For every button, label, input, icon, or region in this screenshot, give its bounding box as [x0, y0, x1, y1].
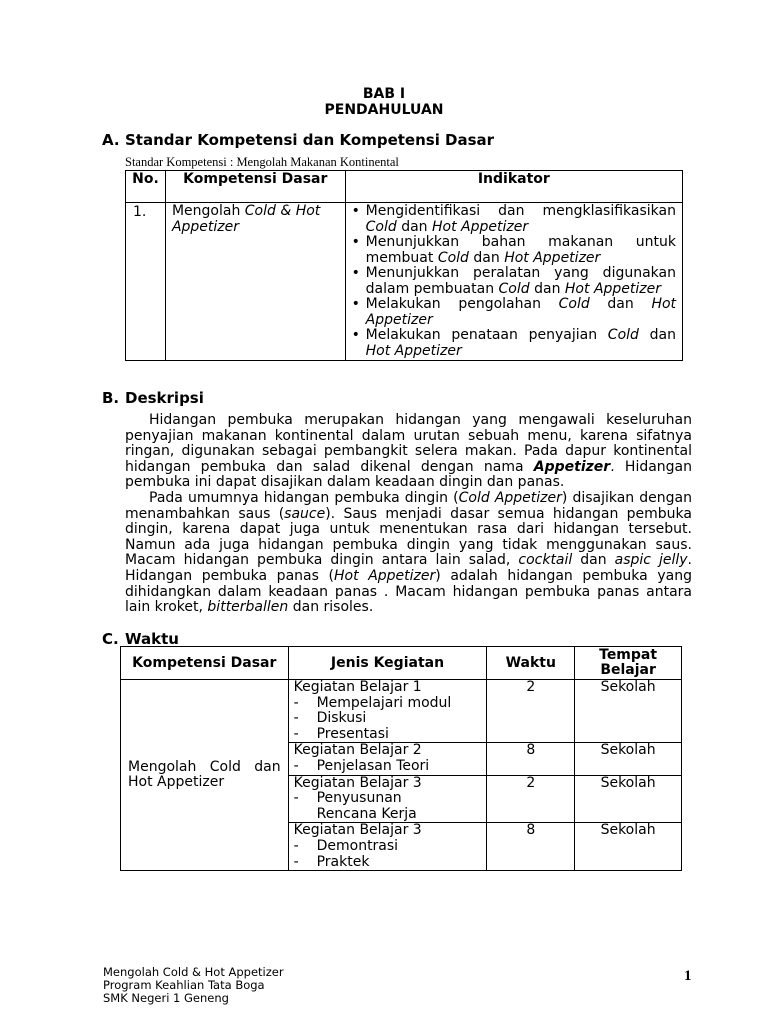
time-table — [120, 646, 682, 871]
paragraph: Hidangan pembuka merupakan hidangan yang mengawali keseluruhan penyajian makanan kontinental dalam urutan sebuah menu, karena sifatnya ringan, digunakan sebagai pembangkit selera makan. Pada dapur kontinental hidangan pembuka dan salad dikenal dengan nama Appetizer. Hidangan pembuka ini dapat disajikan dalam keadaan dingin dan panas. — [125, 412, 693, 491]
footer-line: Program Keahlian Tata Boga — [103, 978, 265, 992]
header-tempat: Tempat Belajar — [575, 647, 682, 680]
bullet-icon: • — [351, 234, 360, 250]
list-item: - Presentasi — [293, 725, 389, 742]
list-item: • Menunjukkan peralatan yang digunakan dalam pembuatan Cold dan Hot Appetizer — [351, 265, 676, 297]
bullet-icon: • — [351, 296, 360, 312]
list-item: - Demontrasi — [293, 837, 399, 854]
indicator-cell — [345, 203, 682, 361]
place-cell: Sekolah — [575, 775, 682, 823]
place-cell: Sekolah — [575, 680, 682, 743]
competency-italic: Cold & Hot Appetizer — [171, 203, 321, 235]
competency-table — [125, 170, 683, 361]
activity-cell: Kegiatan Belajar 1 - Mempelajari modul - Diskusi - Presentasi — [288, 680, 487, 743]
list-item: - Mempelajari modul — [293, 694, 452, 711]
list-item: - Diskusi — [293, 710, 367, 727]
list-item: - Praktek — [293, 853, 370, 870]
header-waktu: Waktu — [487, 647, 575, 680]
header-kompetensi: Kompetensi Dasar — [121, 647, 289, 680]
time-cell: 8 — [487, 743, 575, 775]
chapter-title: PENDAHULUAN — [324, 102, 444, 118]
header-indikator: Indikator — [345, 171, 682, 203]
section-c-letter: C. — [102, 630, 119, 648]
activity-cell: Kegiatan Belajar 3 - Demontrasi - Praktek — [288, 823, 487, 871]
section-b-letter: B. — [102, 389, 120, 407]
place-cell: Sekolah — [575, 823, 682, 871]
indicator-list — [348, 204, 676, 359]
table-header-row — [126, 171, 683, 203]
chapter-number: BAB I — [362, 86, 406, 102]
list-item: • Melakukan pengolahan Cold dan Hot Appetizer — [351, 296, 677, 328]
footer-line: SMK Negeri 1 Geneng — [103, 991, 229, 1005]
table-header-row — [121, 647, 682, 680]
section-a-title: Standar Kompetensi dan Kompetensi Dasar — [125, 131, 495, 149]
list-item: - Penyusunan Rencana Kerja — [293, 790, 417, 822]
activity-cell: Kegiatan Belajar 2 - Penjelasan Teori — [288, 743, 487, 775]
time-cell: 2 — [487, 775, 575, 823]
header-kegiatan: Jenis Kegiatan — [288, 647, 487, 680]
bullet-icon: • — [351, 265, 360, 281]
section-c-title: Waktu — [125, 630, 179, 648]
page-number: 1 — [684, 968, 692, 984]
competency-cell — [165, 203, 345, 361]
footer — [103, 966, 284, 1005]
list-item: • Melakukan penataan penyajian Cold dan Hot Appetizer — [351, 327, 676, 359]
time-cell: 2 — [487, 680, 575, 743]
activity-cell: Kegiatan Belajar 3 - Penyusunan Rencana Kerja — [288, 775, 487, 823]
section-b-title: Deskripsi — [125, 389, 204, 407]
table-row — [126, 203, 683, 361]
bullet-icon: • — [351, 327, 360, 343]
competency-prefix: Mengolah — [171, 203, 245, 219]
list-item: • Menunjukkan bahan makanan untuk membuat Cold dan Hot Appetizer — [351, 234, 676, 266]
footer-line: Mengolah Cold & Hot Appetizer — [103, 965, 284, 979]
section-a-letter: A. — [102, 131, 120, 149]
time-cell: 8 — [487, 823, 575, 871]
list-item: • Mengidentifikasi dan mengklasifikasikan Cold dan Hot Appetizer — [351, 203, 676, 235]
table-caption: Standar Kompetensi : Mengolah Makanan Kontinental — [125, 155, 399, 169]
competency-cell: Mengolah Cold dan Hot Appetizer — [121, 680, 289, 871]
header-kompetensi: Kompetensi Dasar — [165, 171, 345, 203]
row-number: 1. — [126, 203, 166, 361]
table-row — [121, 680, 682, 743]
bullet-icon: • — [351, 203, 360, 219]
header-no: No. — [126, 171, 166, 203]
paragraph: Pada umumnya hidangan pembuka dingin (Cold Appetizer) disajikan dengan menambahkan saus (sauce). Saus menjadi dasar semua hidangan pembuka dingin, karena dapat juga untuk menentukan rasa dari hidangan tersebut. Namun ada juga hidangan pembuka dingin yang tidak menggunakan saus. Macam hidangan pembuka dingin antara lain salad, cocktail dan aspic jelly. Hidangan pembuka panas (Hot Appetizer) adalah hidangan pembuka yang dihidangkan dalam keadaan panas . Macam hidangan pembuka panas antara lain kroket, bitterballen dan risoles. — [125, 489, 692, 616]
place-cell: Sekolah — [575, 743, 682, 775]
list-item: - Penjelasan Teori — [293, 757, 430, 774]
description-text — [125, 413, 692, 616]
